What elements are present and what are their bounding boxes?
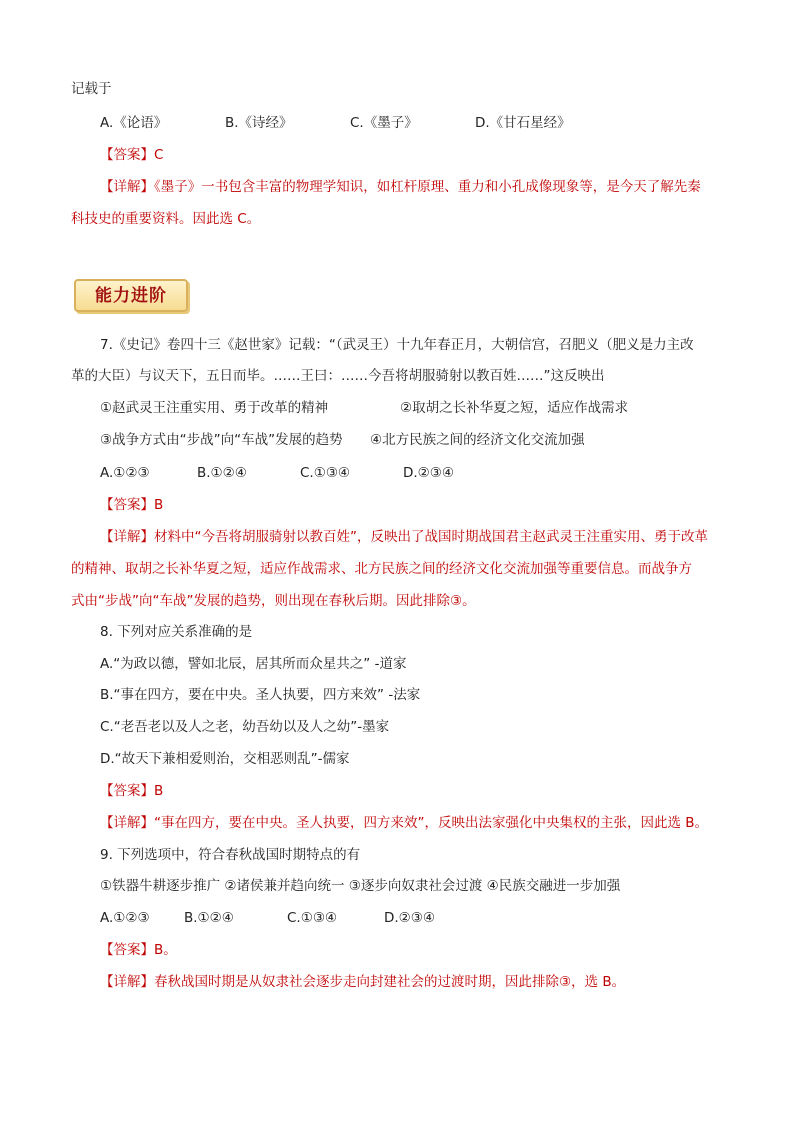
q7-option-a: A.①②③ (100, 465, 150, 481)
detail-label: 【详解】 (100, 179, 154, 195)
section-badge (74, 279, 188, 312)
q7-option-c: C.①③④ (300, 465, 351, 481)
prev-detail-line-2: 科技史的重要资料。因此选 C。 (71, 211, 261, 227)
prev-option-c: C.《墨子》 (350, 115, 418, 131)
q9-stem: 9. 下列选项中，符合春秋战国时期特点的有 (100, 847, 361, 863)
prev-question-tail: 记载于 (71, 81, 112, 97)
prev-option-b: B.《诗经》 (225, 115, 293, 131)
q8-detail (100, 814, 708, 832)
detail-label: 【详解】 (100, 974, 154, 990)
q9-detail (100, 973, 625, 991)
q8-option-a: A.“为政以德，譬如北辰，居其所而众星共之” -道家 (100, 656, 407, 672)
q9-items: ①铁器牛耕逐步推广 ②诸侯兼并趋向统一 ③逐步向奴隶社会过渡 ④民族交融进一步加强 (100, 878, 621, 894)
q7-detail-line-3: 式由“步战”向“车战”发展的趋势，则出现在春秋后期。因此排除③。 (71, 593, 476, 609)
q7-detail-line-2: 的精神、取胡之长补华夏之短，适应作战需求、北方民族之间的经济文化交流加强等重要信息。而战争方 (71, 561, 692, 577)
prev-option-a: A.《论语》 (100, 115, 168, 131)
answer-label: 【答案】 (100, 942, 154, 958)
q8-option-d: D.“故天下兼相爱则治，交相恶则乱”-儒家 (100, 751, 350, 767)
q7-stem-line-2: 革的大臣）与议天下，五日而毕。……王曰：……今吾将胡服骑射以教百姓……”这反映出 (71, 368, 605, 384)
detail-text: 《墨子》一书包含丰富的物理学知识，如杠杆原理、重力和小孔成像现象等，是今天了解先秦 (154, 179, 701, 195)
answer-value: B。 (154, 942, 177, 958)
q7-detail-line-1 (100, 528, 708, 546)
q9-option-d: D.②③④ (384, 910, 435, 926)
q7-item-2: ②取胡之长补华夏之短，适应作战需求 (400, 400, 629, 416)
detail-label: 【详解】 (100, 815, 154, 831)
q8-stem: 8. 下列对应关系准确的是 (100, 624, 253, 640)
answer-label: 【答案】 (100, 497, 154, 513)
q8-option-c: C.“老吾老以及人之老，幼吾幼以及人之幼”-墨家 (100, 719, 390, 735)
q7-item-3: ③战争方式由“步战”向“车战”发展的趋势 (100, 432, 343, 448)
q8-answer (100, 782, 163, 800)
detail-text: 春秋战国时期是从奴隶社会逐步走向封建社会的过渡时期，因此排除③，选 B。 (154, 974, 626, 990)
section-title: 能力进阶 (95, 286, 167, 306)
prev-answer (100, 146, 163, 164)
q7-option-d: D.②③④ (403, 465, 454, 481)
q7-answer (100, 496, 163, 514)
q9-option-a: A.①②③ (100, 910, 150, 926)
q7-item-1: ①赵武灵王注重实用、勇于改革的精神 (100, 400, 329, 416)
q7-option-b: B.①②④ (197, 465, 247, 481)
q8-option-b: B.“事在四方，要在中央。圣人执要，四方来效” -法家 (100, 687, 421, 703)
q9-option-b: B.①②④ (184, 910, 234, 926)
prev-detail-line-1 (100, 178, 701, 196)
answer-value: C (154, 147, 164, 163)
answer-label: 【答案】 (100, 147, 154, 163)
answer-label: 【答案】 (100, 783, 154, 799)
detail-text: 材料中“今吾将胡服骑射以教百姓”，反映出了战国时期战国君主赵武灵王注重实用、勇于改革 (154, 529, 708, 545)
detail-label: 【详解】 (100, 529, 154, 545)
q9-answer (100, 941, 177, 959)
q7-stem-line-1: 7.《史记》卷四十三《赵世家》记载：“（武灵王）十九年春正月，大朝信宫，召肥义（肥义是力主改 (100, 337, 694, 353)
answer-value: B (154, 783, 164, 799)
q7-item-4: ④北方民族之间的经济文化交流加强 (370, 432, 585, 448)
answer-value: B (154, 497, 164, 513)
detail-text: “事在四方，要在中央。圣人执要，四方来效”，反映出法家强化中央集权的主张，因此选 B。 (154, 815, 709, 831)
prev-option-d: D.《甘石星经》 (475, 115, 571, 131)
q9-option-c: C.①③④ (287, 910, 338, 926)
